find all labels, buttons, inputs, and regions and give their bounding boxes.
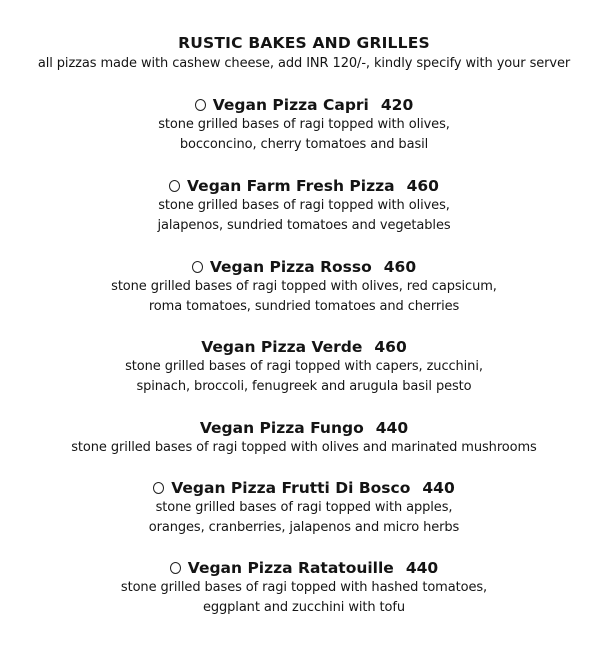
item-description-line: stone grilled bases of ragi topped with apples, [155, 500, 453, 515]
circle-marker-icon [153, 482, 164, 494]
menu-item-fungo [0, 418, 608, 458]
item-name: Vegan Pizza Verde [201, 338, 363, 356]
item-description-line: spinach, broccoli, fenugreek and arugula basil pesto [136, 379, 472, 394]
item-name: Vegan Pizza Frutti Di Bosco [171, 479, 411, 497]
item-heading [0, 558, 608, 578]
item-description-line: stone grilled bases of ragi topped with olives and marinated mushrooms [71, 440, 537, 455]
item-description-line: jalapenos, sundried tomatoes and vegetables [157, 218, 451, 233]
item-price: 440 [375, 419, 409, 437]
item-heading [0, 95, 608, 115]
item-name: Vegan Pizza Ratatouille [187, 559, 394, 577]
menu-subtitle: all pizzas made with cashew cheese, add INR 120/-, kindly specify with your server [37, 56, 571, 71]
menu-title: RUSTIC BAKES AND GRILLES [178, 34, 430, 52]
item-description-line: eggplant and zucchini with tofu [202, 600, 406, 615]
item-price: 460 [406, 177, 439, 195]
item-heading [0, 478, 608, 498]
item-price: 420 [380, 96, 414, 114]
item-price: 460 [383, 258, 417, 276]
circle-marker-icon [192, 261, 203, 273]
item-heading [0, 337, 608, 357]
menu-item-capri [0, 95, 608, 155]
circle-marker-icon [170, 562, 181, 574]
item-description-line: oranges, cranberries, jalapenos and micro herbs [148, 520, 460, 535]
item-description-line: stone grilled bases of ragi topped with olives, [158, 198, 450, 213]
item-description-line: stone grilled bases of ragi topped with olives, [158, 117, 450, 132]
menu-item-farm-fresh [0, 176, 608, 236]
item-price: 460 [374, 338, 407, 356]
item-name: Vegan Pizza Fungo [199, 419, 364, 437]
item-description-line: stone grilled bases of ragi topped with olives, red capsicum, [111, 279, 497, 294]
circle-marker-icon [195, 99, 206, 111]
item-price: 440 [422, 479, 455, 497]
menu-item-verde [0, 337, 608, 397]
item-price: 440 [405, 559, 439, 577]
menu-item-ratatouille [0, 558, 608, 618]
item-description-line: stone grilled bases of ragi topped with hashed tomatoes, [120, 580, 488, 595]
item-heading [0, 257, 608, 277]
menu-item-frutti-di-bosco [0, 478, 608, 538]
item-description-line: roma tomatoes, sundried tomatoes and cherries [148, 299, 460, 314]
item-heading [0, 418, 608, 438]
item-name: Vegan Pizza Rosso [209, 258, 372, 276]
item-description-line: bocconcino, cherry tomatoes and basil [179, 137, 429, 152]
item-name: Vegan Farm Fresh Pizza [187, 177, 395, 195]
item-name: Vegan Pizza Capri [212, 96, 369, 114]
item-heading [0, 176, 608, 196]
item-description-line: stone grilled bases of ragi topped with capers, zucchini, [125, 359, 483, 374]
menu-item-rosso [0, 257, 608, 317]
circle-marker-icon [169, 180, 180, 192]
